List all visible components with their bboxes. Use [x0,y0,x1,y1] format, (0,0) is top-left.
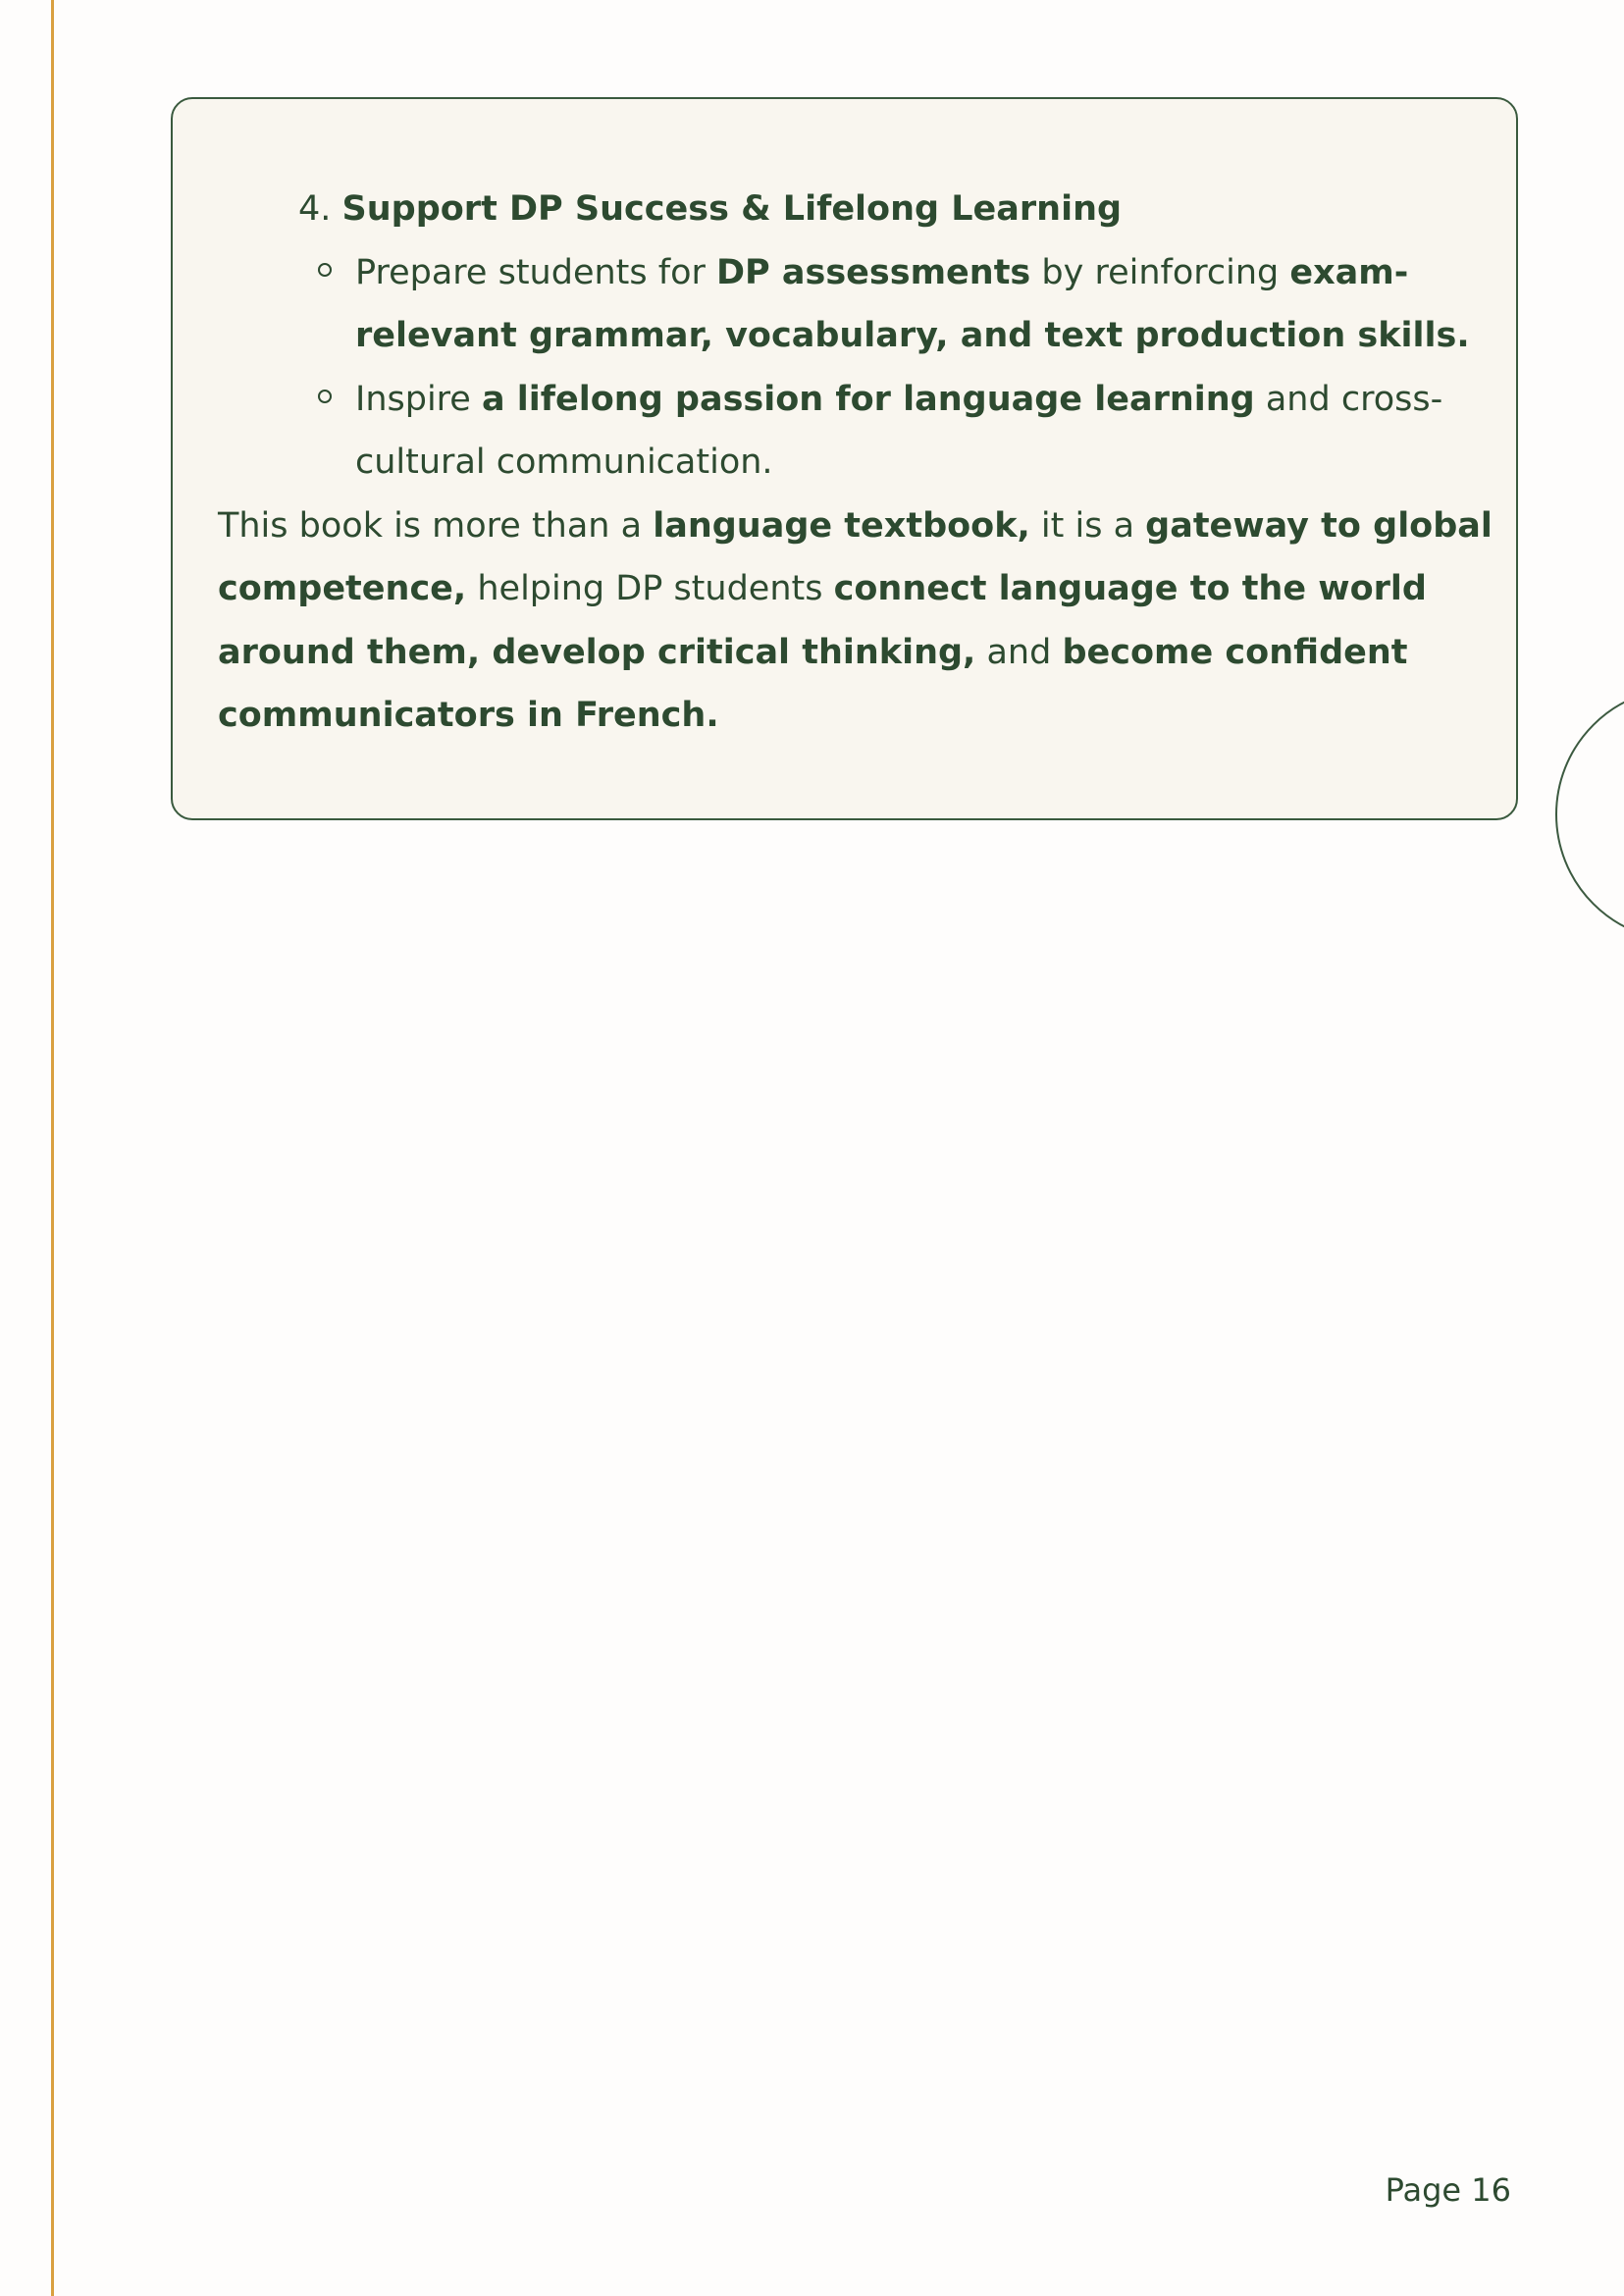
closing-line-4 [218,684,1477,748]
bullet-1-line-2 [218,304,1477,368]
text-run: and cross- [1254,379,1443,419]
text-run: by reinforcing [1030,252,1290,292]
text-run-bold: DP assessments [716,252,1031,292]
text-run: helping DP students [466,569,834,608]
bullet-2-line-2 [218,431,1477,495]
left-margin-rule [51,0,54,2296]
text-run-bold: communicators in French. [218,696,719,735]
bullet-2-line-1 [218,368,1477,432]
text-run-bold: competence, [218,569,467,608]
content-card [171,97,1518,820]
closing-line-3 [218,621,1477,685]
page-number: Page 16 [1385,2171,1511,2209]
text-run-bold: gateway to global [1145,505,1493,546]
list-item-4-heading [218,178,1477,241]
decorative-circle [1555,687,1624,942]
text-run-bold: language textbook, [653,505,1030,546]
bullet-1-line-1 [218,241,1477,305]
text-run-bold: around them, develop critical thinking, [218,632,976,672]
closing-line-2 [218,557,1477,621]
list-item-number: 4. [298,189,342,229]
text-run: This book is more than a [218,505,654,546]
list-item-title: Support DP Success & Lifelong Learning [341,189,1123,229]
text-run-bold: become confident [1062,632,1408,672]
text-run: Prepare students for [355,252,716,292]
text-run: it is a [1029,505,1146,546]
text-run-bold: exam- [1289,252,1409,292]
text-run: and [975,632,1063,672]
text-run-bold: relevant grammar, vocabulary, and text production skills. [355,316,1470,355]
text-run: Inspire [355,379,482,419]
circle-bullet-icon [318,390,332,403]
closing-line-1 [218,495,1493,558]
circle-bullet-icon [318,263,332,277]
text-run-bold: a lifelong passion for language learning [481,379,1255,419]
text-run-bold: connect language to the world [833,569,1427,608]
text-run: cultural communication. [355,443,773,482]
